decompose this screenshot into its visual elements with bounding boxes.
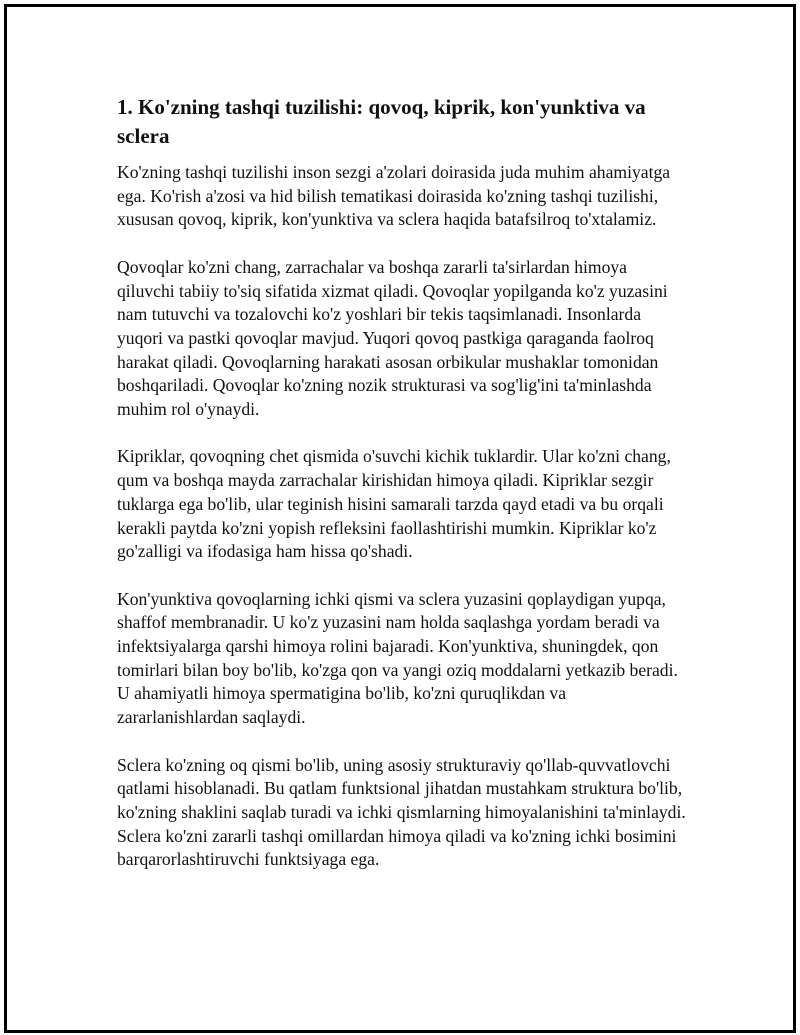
section-heading: 1. Ko'zning tashqi tuzilishi: qovoq, kiprik, kon'yunktiva va sclera: [117, 95, 646, 148]
paragraph-qovoqlar: Qovoqlar ko'zni chang, zarrachalar va boshqa zararli ta'sirlardan himoya qiluvchi tabiiy to'siq sifatida xizmat qiladi. Qovoqlar yopilganda ko'z yuzasini nam tutuvchi va tozalovchi ko'z yoshlari bir tekis taqsimlanadi. Insonlarda yuqori va pastki qovoqlar mavjud. Yuqori qovoq pastkiga qaraganda faolroq harakat qiladi. Qovoqlarning harakati asosan orbikular mushaklar tomonidan boshqariladi. Qovoqlar ko'zning nozik strukturasi va sog'lig'ini ta'minlashda muhim rol o'ynaydi.: [117, 256, 668, 420]
paragraph-konyunktiva: Kon'yunktiva qovoqlarning ichki qismi va sclera yuzasini qoplaydigan yupqa, shaffof membranadir. U ko'z yuzasini nam holda saqlashga yordam beradi va infektsiyalarga qarshi himoya rolini bajaradi. Kon'yunktiva, shuningdek, qon tomirlari bilan boy bo'lib, ko'zga qon va yangi oziq moddalarni yetkazib beradi. U ahamiyatli himoya spermatigina bo'lib, ko'zni quruqlikdan va zararlanishlardan saqlaydi.: [117, 588, 678, 728]
paragraph-sclera: Sclera ko'zning oq qismi bo'lib, uning asosiy strukturaviy qo'llab-quvvatlovchi qatlami hisoblanadi. Bu qatlam funktsional jihatdan mustahkam struktura bo'lib, ko'zning shaklini saqlab turadi va ichki qismlarning himoyalanishini ta'minlaydi. Sclera ko'zni zararli tashqi omillardan himoya qiladi va ko'zning ichki bosimini barqarorlashtiruvchi funktsiyaga ega.: [117, 754, 686, 870]
paragraph-intro: Ko'zning tashqi tuzilishi inson sezgi a'zolari doirasida juda muhim ahamiyatga ega. Ko'rish a'zosi va hid bilish tematikasi doirasida ko'zning tashqi tuzilishi, xususan qovoq, kiprik, kon'yunktiva va sclera haqida batafsilroq to'xtalamiz.: [117, 162, 671, 230]
document-body: [117, 93, 687, 896]
paragraph-kipriklar: Kipriklar, qovoqning chet qismida o'suvchi kichik tuklardir. Ular ko'zni chang, qum va boshqa mayda zarrachalar kirishidan himoya qiladi. Kipriklar sezgir tuklarga ega bo'lib, ular teginish hisini samarali tarzda qayd etadi va bu orqali kerakli paytda ko'zni yopish refleksini faollashtirishi mumkin. Kipriklar ko'z go'zalligi va ifodasiga ham hissa qo'shadi.: [117, 446, 671, 562]
